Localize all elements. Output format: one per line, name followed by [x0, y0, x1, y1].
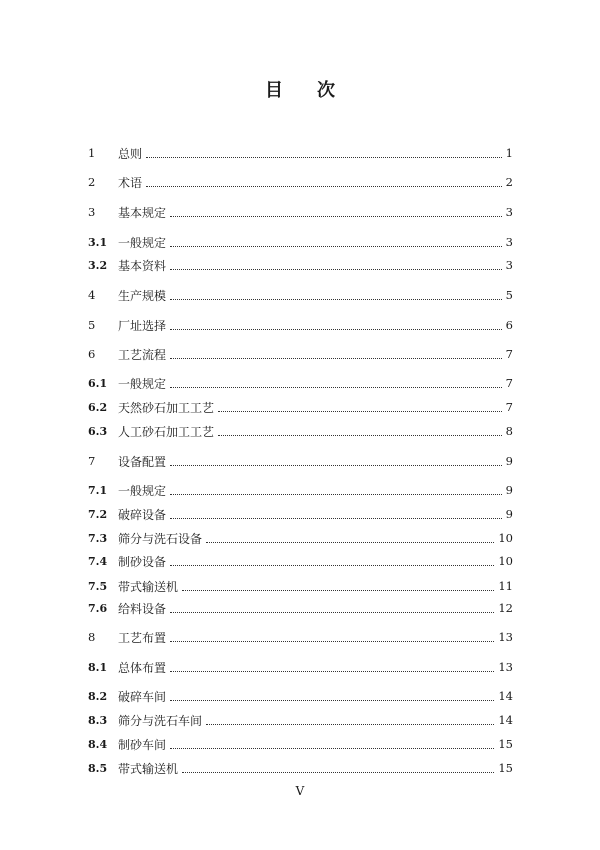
toc-dot-leader	[170, 517, 502, 519]
toc-entry-number: 8	[88, 630, 96, 644]
toc-entry-page-number: 14	[498, 713, 513, 727]
toc-entry-number: 6.3	[88, 424, 108, 438]
toc-entry[interactable]	[88, 657, 513, 677]
toc-entry-number: 2	[88, 175, 96, 189]
toc-entry-title: 人工砂石加工工艺	[118, 424, 215, 439]
toc-dot-leader	[218, 410, 502, 412]
toc-dot-leader	[146, 156, 502, 158]
toc-entry-title: 筛分与洗石车间	[118, 713, 203, 728]
toc-entry-number: 3.1	[88, 235, 108, 249]
toc-entry[interactable]	[88, 285, 513, 305]
toc-entry-number: 3	[88, 205, 96, 219]
toc-entry-title: 带式输送机	[118, 579, 179, 594]
toc-entry[interactable]	[88, 480, 513, 500]
toc-entry[interactable]	[88, 627, 513, 647]
page-footer-number: V	[295, 784, 305, 798]
toc-entry-number: 8.3	[88, 713, 108, 727]
toc-entry-page-number: 6	[505, 318, 513, 332]
toc-entry[interactable]	[88, 734, 513, 754]
toc-entry[interactable]	[88, 710, 513, 730]
toc-dot-leader	[206, 541, 494, 543]
toc-entry-title: 基本资料	[118, 258, 167, 273]
toc-dot-leader	[170, 747, 494, 749]
toc-entry-number: 7.3	[88, 531, 108, 545]
toc-entry-number: 1	[88, 146, 96, 160]
toc-dot-leader	[182, 589, 494, 591]
toc-entry-page-number: 8	[505, 424, 513, 438]
toc-entry-title: 给料设备	[118, 601, 167, 616]
toc-entry-title: 设备配置	[118, 454, 167, 469]
toc-entry-page-number: 9	[505, 454, 513, 468]
toc-entry-page-number: 3	[505, 235, 513, 249]
toc-entry[interactable]	[88, 576, 513, 596]
toc-entry-number: 8.5	[88, 761, 108, 775]
toc-entry-title: 筛分与洗石设备	[118, 531, 203, 546]
toc-entry-page-number: 2	[505, 175, 513, 189]
toc-dot-leader	[218, 434, 502, 436]
toc-entry-page-number: 9	[505, 507, 513, 521]
toc-entry-number: 4	[88, 288, 96, 302]
toc-entry-number: 7.1	[88, 483, 108, 497]
toc-entry[interactable]	[88, 373, 513, 393]
toc-entry-page-number: 15	[498, 761, 513, 775]
toc-entry-title: 术语	[118, 175, 143, 190]
toc-entry[interactable]	[88, 202, 513, 222]
toc-entry-page-number: 3	[505, 205, 513, 219]
toc-entry-page-number: 3	[505, 258, 513, 272]
toc-entry-number: 8.2	[88, 689, 108, 703]
toc-entry[interactable]	[88, 143, 513, 163]
title-char-1: 目	[265, 80, 283, 101]
toc-dot-leader	[170, 386, 502, 388]
toc-dot-leader	[170, 699, 494, 701]
toc-entry-number: 8.1	[88, 660, 108, 674]
toc-entry-page-number: 10	[498, 554, 513, 568]
toc-entry-title: 天然砂石加工工艺	[118, 400, 215, 415]
toc-entry[interactable]	[88, 255, 513, 275]
toc-entry[interactable]	[88, 232, 513, 252]
toc-entry[interactable]	[88, 344, 513, 364]
toc-entry-page-number: 14	[498, 689, 513, 703]
toc-entry-number: 6.1	[88, 376, 108, 390]
toc-entry-number: 7.4	[88, 554, 108, 568]
toc-entry[interactable]	[88, 397, 513, 417]
toc-entry-title: 破碎车间	[118, 689, 167, 704]
toc-entry-number: 7.6	[88, 601, 108, 615]
toc-dot-leader	[170, 328, 502, 330]
toc-dot-leader	[170, 357, 502, 359]
toc-dot-leader	[170, 493, 502, 495]
toc-entry[interactable]	[88, 451, 513, 471]
toc-entry[interactable]	[88, 172, 513, 192]
toc-entry-number: 5	[88, 318, 96, 332]
toc-dot-leader	[170, 640, 494, 642]
toc-entry-number: 7.5	[88, 579, 108, 593]
toc-entry[interactable]	[88, 686, 513, 706]
toc-entry-title: 厂址选择	[118, 318, 167, 333]
title-char-2: 次	[317, 80, 335, 101]
toc-entry-page-number: 7	[505, 347, 513, 361]
toc-dot-leader	[170, 464, 502, 466]
toc-entry[interactable]	[88, 504, 513, 524]
toc-entry[interactable]	[88, 758, 513, 778]
toc-entry-title: 工艺流程	[118, 347, 167, 362]
toc-entry-title: 总则	[118, 146, 143, 161]
toc-dot-leader	[170, 215, 502, 217]
toc-entry-title: 一般规定	[118, 483, 167, 498]
toc-entry-title: 基本规定	[118, 205, 167, 220]
toc-entry-title: 一般规定	[118, 235, 167, 250]
toc-entry-number: 8.4	[88, 737, 108, 751]
toc-entry[interactable]	[88, 421, 513, 441]
toc-dot-leader	[146, 185, 502, 187]
toc-entry-page-number: 13	[498, 630, 513, 644]
toc-dot-leader	[206, 723, 494, 725]
toc-entry-page-number: 9	[505, 483, 513, 497]
toc-dot-leader	[170, 670, 494, 672]
toc-entry-page-number: 7	[505, 400, 513, 414]
toc-entry-title: 破碎设备	[118, 507, 167, 522]
toc-entry-page-number: 15	[498, 737, 513, 751]
toc-entry-number: 7.2	[88, 507, 108, 521]
toc-entry-page-number: 11	[498, 579, 513, 593]
toc-entry-title: 制砂车间	[118, 737, 167, 752]
toc-entry-title: 生产规模	[118, 288, 167, 303]
toc-entry-title: 带式输送机	[118, 761, 179, 776]
toc-dot-leader	[170, 298, 502, 300]
toc-entry-page-number: 7	[505, 376, 513, 390]
toc-entry[interactable]	[88, 528, 513, 548]
toc-entry-number: 3.2	[88, 258, 108, 272]
toc-dot-leader	[182, 771, 494, 773]
toc-entry[interactable]	[88, 551, 513, 571]
toc-entry-page-number: 1	[505, 146, 513, 160]
toc-entry-title: 制砂设备	[118, 554, 167, 569]
toc-entry[interactable]	[88, 315, 513, 335]
toc-entry-page-number: 12	[498, 601, 513, 615]
toc-dot-leader	[170, 611, 494, 613]
toc-entry-title: 总体布置	[118, 660, 167, 675]
toc-entry-title: 工艺布置	[118, 630, 167, 645]
toc-entry-number: 6	[88, 347, 96, 361]
toc-entry-page-number: 13	[498, 660, 513, 674]
toc-entry[interactable]	[88, 598, 513, 618]
toc-entry-number: 6.2	[88, 400, 108, 414]
toc-dot-leader	[170, 268, 502, 270]
toc-entry-title: 一般规定	[118, 376, 167, 391]
toc-entry-number: 7	[88, 454, 96, 468]
toc-entry-page-number: 10	[498, 531, 513, 545]
toc-dot-leader	[170, 564, 494, 566]
toc-dot-leader	[170, 245, 502, 247]
toc-entry-page-number: 5	[505, 288, 513, 302]
